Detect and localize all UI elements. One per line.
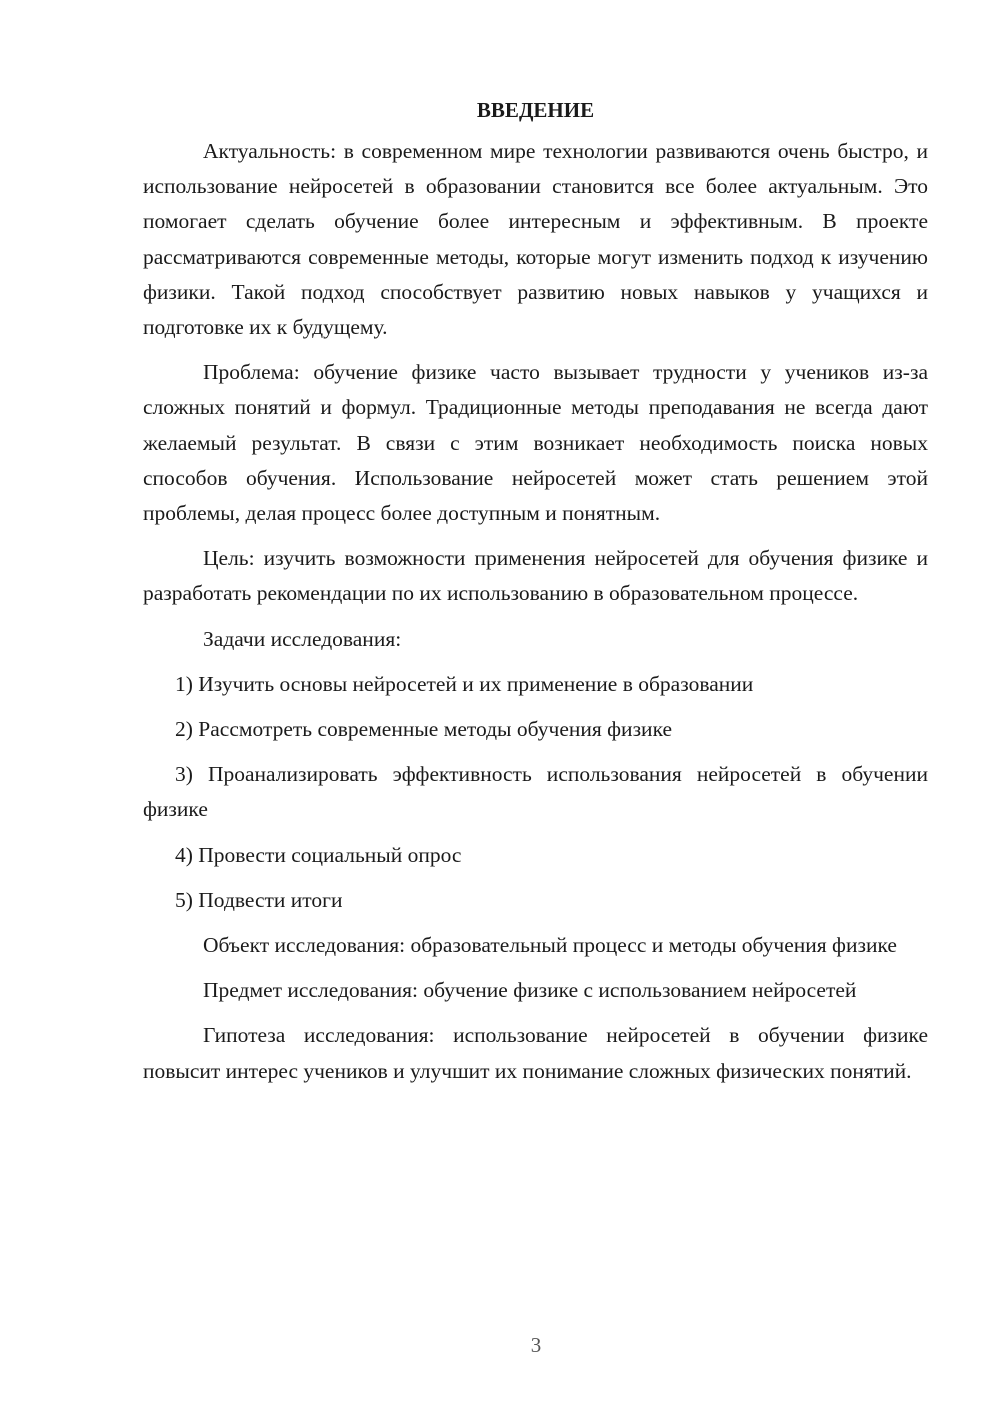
task-item-1: 1) Изучить основы нейросетей и их применение в образовании [175,671,754,696]
task-item-2: 2) Рассмотреть современные методы обучения физике [175,717,673,742]
task-item-5: 5) Подвести итоги [175,887,343,912]
subject-paragraph: Предмет исследования: обучение физике с использованием нейросетей [203,978,857,1003]
task-item-3: 3) Проанализировать эффективность использования нейросетей в обучении физике [143,762,928,822]
problem-paragraph: Проблема: обучение физике часто вызывает трудности у учеников из-за сложных понятий и формул. Традиционные методы преподавания не всегда дают желаемый результат. В связи с этим возникает необходимость поиска новых способов обучения. Использование нейросетей может стать решением этой проблемы, делая процесс более доступным и понятным. [143,360,928,526]
goal-paragraph: Цель: изучить возможности применения нейросетей для обучения физике и разработать рекомендации по их использованию в образовательном процессе. [143,546,928,606]
hypothesis-paragraph: Гипотеза исследования: использование нейросетей в обучении физике повысит интерес учеников и улучшит их понимание сложных физических понятий. [143,1023,928,1083]
page-number: 3 [530,1333,542,1357]
document-heading: ВВЕДЕНИЕ [476,98,595,122]
tasks-title: Задачи исследования: [203,626,402,651]
relevance-paragraph: Актуальность: в современном мире технологии развиваются очень быстро, и использование нейросетей в образовании становится все более актуальным. Это помогает сделать обучение более интересным и эффективным. В проекте рассматриваются современные методы, которые могут изменить подход к изучению физики. Такой подход способствует развитию новых навыков у учащихся и подготовке их к будущему. [143,139,928,340]
document-page [143,95,928,1089]
task-item-4: 4) Провести социальный опрос [175,842,462,867]
object-paragraph: Объект исследования: образовательный процесс и методы обучения физике [203,933,897,958]
